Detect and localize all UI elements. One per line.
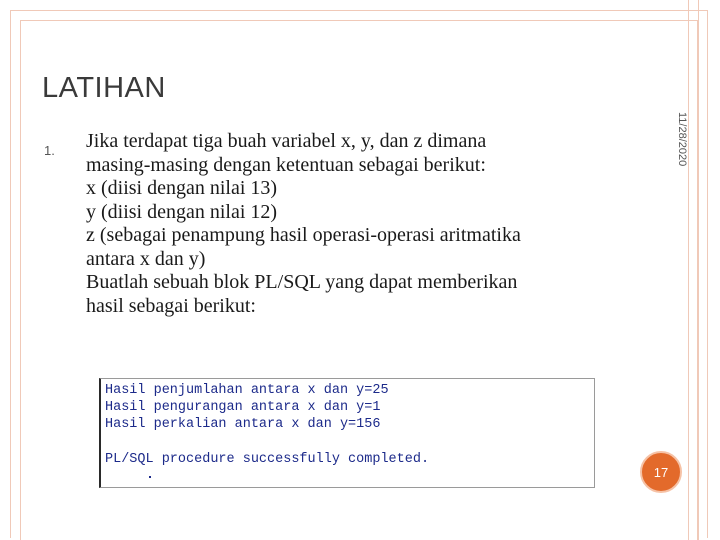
console-line: Hasil pengurangan antara x dan y=1 <box>105 400 381 415</box>
exercise-line: masing-masing dengan ketentuan sebagai berikut: <box>86 153 486 176</box>
console-line: Hasil penjumlahan antara x dan y=25 <box>105 383 389 398</box>
console-line: PL/SQL procedure successfully completed. <box>105 452 430 467</box>
frame-stripe <box>688 0 689 540</box>
exercise-line: Jika terdapat tiga buah variabel x, y, dan z dimana <box>86 130 487 152</box>
slide-title: LATIHAN <box>42 72 166 104</box>
exercise-line: hasil sebagai berikut: <box>86 294 256 317</box>
exercise-line: x (diisi dengan nilai 13) <box>86 177 278 199</box>
exercise-line: Buatlah sebuah blok PL/SQL yang dapat memberikan <box>86 271 518 293</box>
console-output <box>99 378 595 488</box>
list-number: 1. <box>44 143 55 158</box>
console-line: Hasil perkalian antara x dan y=156 <box>105 417 381 432</box>
exercise-text <box>86 130 626 318</box>
console-cursor <box>149 476 151 478</box>
frame-stripe <box>698 0 699 540</box>
slide-date: 11/28/2020 <box>676 112 688 167</box>
exercise-line: antara x dan y) <box>86 247 206 270</box>
page-number-badge: 17 <box>640 451 682 493</box>
exercise-line: y (diisi dengan nilai 12) <box>86 200 278 223</box>
exercise-line: z (sebagai penampung hasil operasi-operasi aritmatika <box>86 224 521 246</box>
